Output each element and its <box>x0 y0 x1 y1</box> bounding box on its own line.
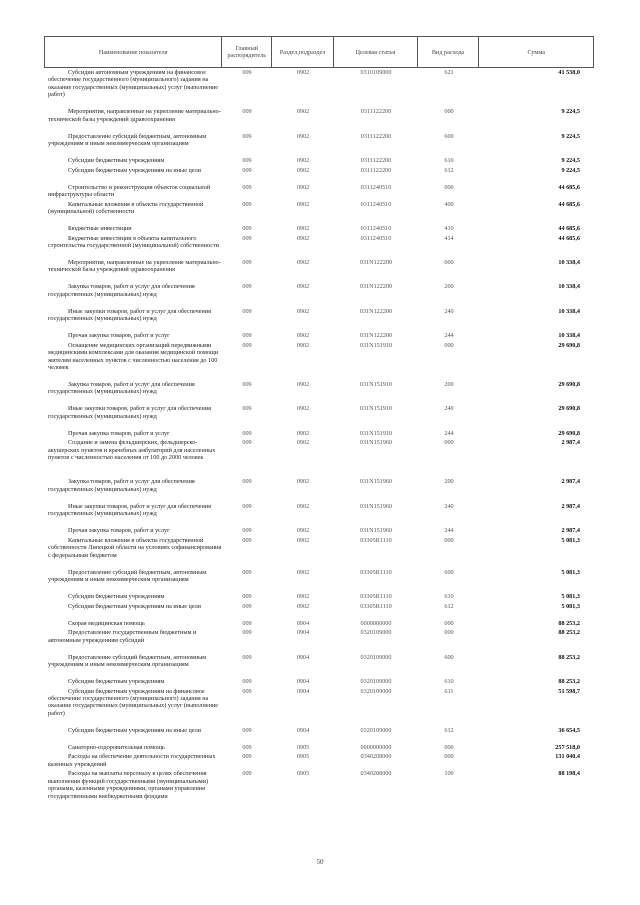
row-section: 0904 <box>296 653 310 661</box>
row-sum: 88 198,4 <box>558 770 580 778</box>
row-expense: 600 <box>444 568 454 576</box>
row-target: 0320109000 <box>360 687 392 695</box>
row-name: Субсидии бюджетным учреждениям на иные цели <box>68 726 201 734</box>
row-expense: 200 <box>444 283 454 291</box>
table-body <box>44 69 594 817</box>
row-name: Прочая закупка товаров, работ и услуг <box>68 332 170 340</box>
table-row <box>44 342 594 381</box>
row-name: Предоставление субсидий бюджетным, автономным учреждениям и иным некоммерческим организациям <box>48 132 207 147</box>
table-row <box>44 157 594 167</box>
row-expense: 400 <box>444 200 454 208</box>
table-row <box>44 184 594 201</box>
row-expense: 600 <box>444 132 454 140</box>
row-admin: 009 <box>242 258 252 266</box>
table-row <box>44 478 594 502</box>
row-expense: 000 <box>444 753 454 761</box>
table-row <box>44 332 594 342</box>
row-section: 0902 <box>296 429 310 437</box>
row-sum: 29 690,8 <box>558 341 580 349</box>
row-target: 031N151910 <box>359 380 393 388</box>
table-row <box>44 430 594 440</box>
table-row <box>44 753 594 770</box>
row-admin: 009 <box>242 653 252 661</box>
row-expense: 240 <box>444 502 454 510</box>
row-name: Прочая закупка товаров, работ и услуг <box>68 429 170 437</box>
row-target: 0311240510 <box>360 224 392 232</box>
table-row <box>44 620 594 630</box>
row-section: 0902 <box>296 568 310 576</box>
row-sum: 41 538,0 <box>558 69 580 76</box>
row-admin: 009 <box>242 726 252 734</box>
table-row <box>44 688 594 727</box>
row-expense: 414 <box>444 234 454 242</box>
row-target: 03305R1110 <box>360 593 392 601</box>
row-target: 031N151960 <box>359 478 393 486</box>
row-expense: 100 <box>444 770 454 778</box>
row-sum: 10 338,4 <box>558 332 580 340</box>
header-expense: Вид расхода <box>418 37 480 67</box>
row-admin: 009 <box>242 283 252 291</box>
row-admin: 009 <box>242 527 252 535</box>
row-name: Прочая закупка товаров, работ и услуг <box>68 527 170 535</box>
row-admin: 009 <box>242 770 252 778</box>
row-name: Скорая медицинская помощь <box>68 619 145 627</box>
row-expense: 610 <box>444 677 454 685</box>
row-name: Иные закупки товаров, работ и услуг для обеспечения государственных (муниципальных) нужд <box>48 405 211 420</box>
row-admin: 009 <box>242 568 252 576</box>
row-expense: 000 <box>444 536 454 544</box>
row-target: 0311122200 <box>360 166 392 174</box>
row-target: 0320109000 <box>360 677 392 685</box>
row-target: 031N122200 <box>359 307 393 315</box>
row-admin: 009 <box>242 478 252 486</box>
row-expense: 240 <box>444 307 454 315</box>
row-name: Субсидии бюджетным учреждениям <box>68 156 165 164</box>
row-sum: 10 338,4 <box>558 283 580 291</box>
row-section: 0902 <box>296 69 310 76</box>
row-admin: 009 <box>242 743 252 751</box>
row-section: 0902 <box>296 332 310 340</box>
row-section: 0902 <box>296 405 310 413</box>
header-target: Целевая статья <box>334 37 418 67</box>
row-expense: 000 <box>444 439 454 447</box>
row-section: 0902 <box>296 593 310 601</box>
row-admin: 009 <box>242 536 252 544</box>
row-name: Капитальные вложения в объекты государственной собственности Липецкой области на условиях софинансирования с федеральным бюджетом <box>48 536 222 559</box>
row-expense: 611 <box>444 687 454 695</box>
row-expense: 612 <box>444 602 454 610</box>
row-admin: 009 <box>242 593 252 601</box>
row-admin: 009 <box>242 629 252 637</box>
row-sum: 2 987,4 <box>561 439 580 447</box>
row-expense: 410 <box>444 224 454 232</box>
row-expense: 200 <box>444 380 454 388</box>
row-sum: 9 224,5 <box>561 108 580 116</box>
header-name: Наименование показателя <box>45 37 222 67</box>
row-target: 03305R1110 <box>360 536 392 544</box>
row-target: 031N151960 <box>359 502 393 510</box>
row-sum: 5 081,3 <box>561 602 580 610</box>
table-row <box>44 678 594 688</box>
row-target: 031N151960 <box>359 439 393 447</box>
row-target: 0000000000 <box>360 743 392 751</box>
row-section: 0904 <box>296 629 310 637</box>
row-section: 0905 <box>296 743 310 751</box>
row-sum: 257 518,0 <box>555 743 580 751</box>
row-expense: 000 <box>444 258 454 266</box>
row-section: 0904 <box>296 726 310 734</box>
row-sum: 9 224,5 <box>561 156 580 164</box>
table-row <box>44 770 594 817</box>
row-admin: 009 <box>242 183 252 191</box>
row-name: Расходы на обеспечение деятельности государственных казенных учреждений <box>48 753 216 768</box>
row-sum: 88 253,2 <box>558 653 580 661</box>
row-admin: 009 <box>242 234 252 242</box>
row-name: Субсидии бюджетным учреждениям на иные цели <box>68 166 201 174</box>
row-admin: 009 <box>242 341 252 349</box>
row-section: 0905 <box>296 770 310 778</box>
row-sum: 131 040,4 <box>555 753 580 761</box>
row-target: 0311122200 <box>360 132 392 140</box>
row-admin: 009 <box>242 619 252 627</box>
row-section: 0902 <box>296 108 310 116</box>
row-expense: 000 <box>444 341 454 349</box>
table-row <box>44 654 594 678</box>
row-target: 0310109000 <box>360 69 392 76</box>
row-sum: 29 690,8 <box>558 429 580 437</box>
row-sum: 2 987,4 <box>561 502 580 510</box>
table-row <box>44 283 594 307</box>
row-expense: 612 <box>444 166 454 174</box>
row-target: 031N122200 <box>359 258 393 266</box>
row-section: 0902 <box>296 380 310 388</box>
table-row <box>44 629 594 653</box>
row-target: 0320109000 <box>360 653 392 661</box>
row-admin: 009 <box>242 502 252 510</box>
row-expense: 000 <box>444 108 454 116</box>
row-sum: 44 685,6 <box>558 224 580 232</box>
row-name: Строительство и реконструкция объектов социальной инфраструктуры области <box>48 183 211 198</box>
row-section: 0902 <box>296 200 310 208</box>
row-sum: 5 081,3 <box>561 568 580 576</box>
row-admin: 009 <box>242 108 252 116</box>
table-row <box>44 201 594 225</box>
page-number: 50 <box>316 858 324 866</box>
row-target: 031N151960 <box>359 527 393 535</box>
row-sum: 9 224,5 <box>561 132 580 140</box>
row-target: 031N151910 <box>359 341 393 349</box>
row-section: 0902 <box>296 183 310 191</box>
table-row <box>44 235 594 259</box>
table-row <box>44 259 594 283</box>
header-section: Раздел,подраздел <box>272 37 334 67</box>
row-expense: 244 <box>444 527 454 535</box>
row-section: 0902 <box>296 602 310 610</box>
row-expense: 244 <box>444 429 454 437</box>
row-admin: 009 <box>242 166 252 174</box>
row-admin: 009 <box>242 332 252 340</box>
row-expense: 244 <box>444 332 454 340</box>
row-expense: 610 <box>444 156 454 164</box>
row-expense: 240 <box>444 405 454 413</box>
row-admin: 009 <box>242 687 252 695</box>
table-row <box>44 744 594 754</box>
row-expense: 000 <box>444 629 454 637</box>
row-expense: 600 <box>444 653 454 661</box>
row-expense: 000 <box>444 743 454 751</box>
row-section: 0904 <box>296 677 310 685</box>
row-name: Мероприятия, направленные на укрепление материально-технической базы учреждений здравоохранения <box>48 258 221 274</box>
row-name: Предоставление субсидий бюджетным, автономным учреждениям и иным некоммерческим организациям <box>48 653 207 668</box>
row-target: 0000000000 <box>360 619 392 627</box>
row-target: 031N151910 <box>359 429 393 437</box>
row-name: Субсидии бюджетным учреждениям <box>68 677 165 685</box>
row-sum: 88 253,2 <box>558 629 580 637</box>
row-name: Иные закупки товаров, работ и услуг для обеспечения государственных (муниципальных) нужд <box>48 307 211 323</box>
table-row <box>44 133 594 157</box>
row-admin: 009 <box>242 753 252 761</box>
row-section: 0902 <box>296 166 310 174</box>
row-expense: 610 <box>444 593 454 601</box>
row-admin: 009 <box>242 380 252 388</box>
row-target: 03305R1110 <box>360 568 392 576</box>
table-row <box>44 439 594 478</box>
table-row <box>44 381 594 405</box>
row-sum: 10 338,4 <box>558 307 580 315</box>
table-row <box>44 108 594 132</box>
row-target: 031N151910 <box>359 405 393 413</box>
row-expense: 621 <box>444 69 454 76</box>
row-section: 0902 <box>296 478 310 486</box>
row-name: Бюджетные инвестиции <box>68 224 132 232</box>
row-name: Субсидии автономным учреждениям на финансовое обеспечение государственного (муниципального) задания на оказание государственных (муниципальных) услуг (выполнение работ) <box>48 69 218 99</box>
row-section: 0902 <box>296 258 310 266</box>
row-sum: 5 081,3 <box>561 593 580 601</box>
table-row <box>44 603 594 620</box>
row-section: 0902 <box>296 527 310 535</box>
row-admin: 009 <box>242 602 252 610</box>
table-row <box>44 225 594 235</box>
row-name: Закупка товаров, работ и услуг для обеспечения государственных (муниципальных) нужд <box>48 380 195 396</box>
row-admin: 009 <box>242 224 252 232</box>
row-sum: 44 685,6 <box>558 234 580 242</box>
row-sum: 5 081,3 <box>561 536 580 544</box>
row-target: 0311122200 <box>360 156 392 164</box>
row-admin: 009 <box>242 677 252 685</box>
row-name: Субсидии бюджетным учреждениям на финансовое обеспечение государственного (муниципального) задания на оказание государственных (муниципальных) услуг (выполнение работ) <box>48 687 218 717</box>
row-admin: 009 <box>242 405 252 413</box>
row-admin: 009 <box>242 307 252 315</box>
row-section: 0902 <box>296 224 310 232</box>
row-name: Закупка товаров, работ и услуг для обеспечения государственных (муниципальных) нужд <box>48 478 195 493</box>
header-admin: Главный распорядитель <box>222 37 272 67</box>
table-row <box>44 569 594 593</box>
row-sum: 2 987,4 <box>561 527 580 535</box>
row-sum: 44 685,6 <box>558 200 580 208</box>
row-admin: 009 <box>242 132 252 140</box>
row-admin: 009 <box>242 156 252 164</box>
row-section: 0902 <box>296 132 310 140</box>
row-expense: 000 <box>444 183 454 191</box>
row-target: 0320109000 <box>360 629 392 637</box>
row-target: 0340208000 <box>360 753 392 761</box>
table-row <box>44 593 594 603</box>
table-row <box>44 167 594 184</box>
row-section: 0902 <box>296 341 310 349</box>
row-name: Предоставление государственным бюджетным и автономным учреждениям субсидий <box>48 629 197 644</box>
row-sum: 29 690,8 <box>558 405 580 413</box>
table-row <box>44 537 594 569</box>
row-section: 0902 <box>296 502 310 510</box>
row-expense: 612 <box>444 726 454 734</box>
row-sum: 88 253,2 <box>558 677 580 685</box>
row-target: 0311122200 <box>360 108 392 116</box>
row-sum: 88 253,2 <box>558 619 580 627</box>
row-target: 031N122200 <box>359 332 393 340</box>
row-name: Субсидии бюджетным учреждениям на иные цели <box>68 602 201 610</box>
row-target: 0320109000 <box>360 726 392 734</box>
row-name: Создание и замена фельдшерских, фельдшерско-акушерских пунктов и врачебных амбулаторий для населенных пунктов с численностью населения от 100 до 2000 человек <box>48 439 216 462</box>
row-section: 0904 <box>296 619 310 627</box>
row-name: Иные закупки товаров, работ и услуг для обеспечения государственных (муниципальных) нужд <box>48 502 211 518</box>
row-name: Бюджетные инвестиции в объекты капитального строительства государственной (муниципальной) собственности <box>48 234 219 249</box>
row-section: 0902 <box>296 156 310 164</box>
row-sum: 44 685,6 <box>558 183 580 191</box>
row-target: 0311240510 <box>360 234 392 242</box>
row-section: 0904 <box>296 687 310 695</box>
row-name: Санаторно-оздоровительная помощь <box>68 743 165 751</box>
row-sum: 36 654,5 <box>558 726 580 734</box>
header-sum: Сумма <box>527 48 545 56</box>
row-expense: 200 <box>444 478 454 486</box>
row-admin: 009 <box>242 439 252 447</box>
row-target: 0311240510 <box>360 183 392 191</box>
row-target: 0340208000 <box>360 770 392 778</box>
row-section: 0902 <box>296 536 310 544</box>
row-section: 0905 <box>296 753 310 761</box>
row-section: 0902 <box>296 234 310 242</box>
table-row <box>44 503 594 527</box>
table-row <box>44 405 594 429</box>
row-name: Оснащение медицинских организаций передвижными медицинскими комплексами для оказания медицинской помощи жителям населенных пунктов с численностью населения до 100 человек <box>48 341 219 371</box>
row-name: Закупка товаров, работ и услуг для обеспечения государственных (муниципальных) нужд <box>48 283 195 298</box>
row-target: 031N122200 <box>359 283 393 291</box>
row-section: 0902 <box>296 283 310 291</box>
row-sum: 10 338,4 <box>558 258 580 266</box>
row-admin: 009 <box>242 200 252 208</box>
row-name: Капитальные вложения в объекты государственной (муниципальной) собственности <box>48 200 204 215</box>
table-header <box>44 36 594 68</box>
row-sum: 2 987,4 <box>561 478 580 486</box>
row-name: Мероприятия, направленные на укрепление материально-технической базы учреждений здравоохранения <box>48 108 221 123</box>
row-expense: 000 <box>444 619 454 627</box>
row-name: Субсидии бюджетным учреждениям <box>68 593 165 601</box>
table-row <box>44 308 594 332</box>
table-row <box>44 69 594 108</box>
row-target: 03305R1110 <box>360 602 392 610</box>
row-target: 0311240510 <box>360 200 392 208</box>
row-section: 0902 <box>296 439 310 447</box>
row-name: Расходы на выплаты персоналу в целях обеспечения выполнения функций государственными (муниципальными) органами, казенными учреждениями, органами управления государственными внебюджетными фондами <box>48 770 209 800</box>
row-admin: 009 <box>242 429 252 437</box>
row-admin: 009 <box>242 69 252 76</box>
row-sum: 51 598,7 <box>558 687 580 695</box>
row-sum: 29 690,8 <box>558 380 580 388</box>
row-name: Предоставление субсидий бюджетным, автономным учреждениям и иным некоммерческим организациям <box>48 568 207 584</box>
table-row <box>44 527 594 537</box>
row-section: 0902 <box>296 307 310 315</box>
row-sum: 9 224,5 <box>561 166 580 174</box>
table-row <box>44 727 594 744</box>
